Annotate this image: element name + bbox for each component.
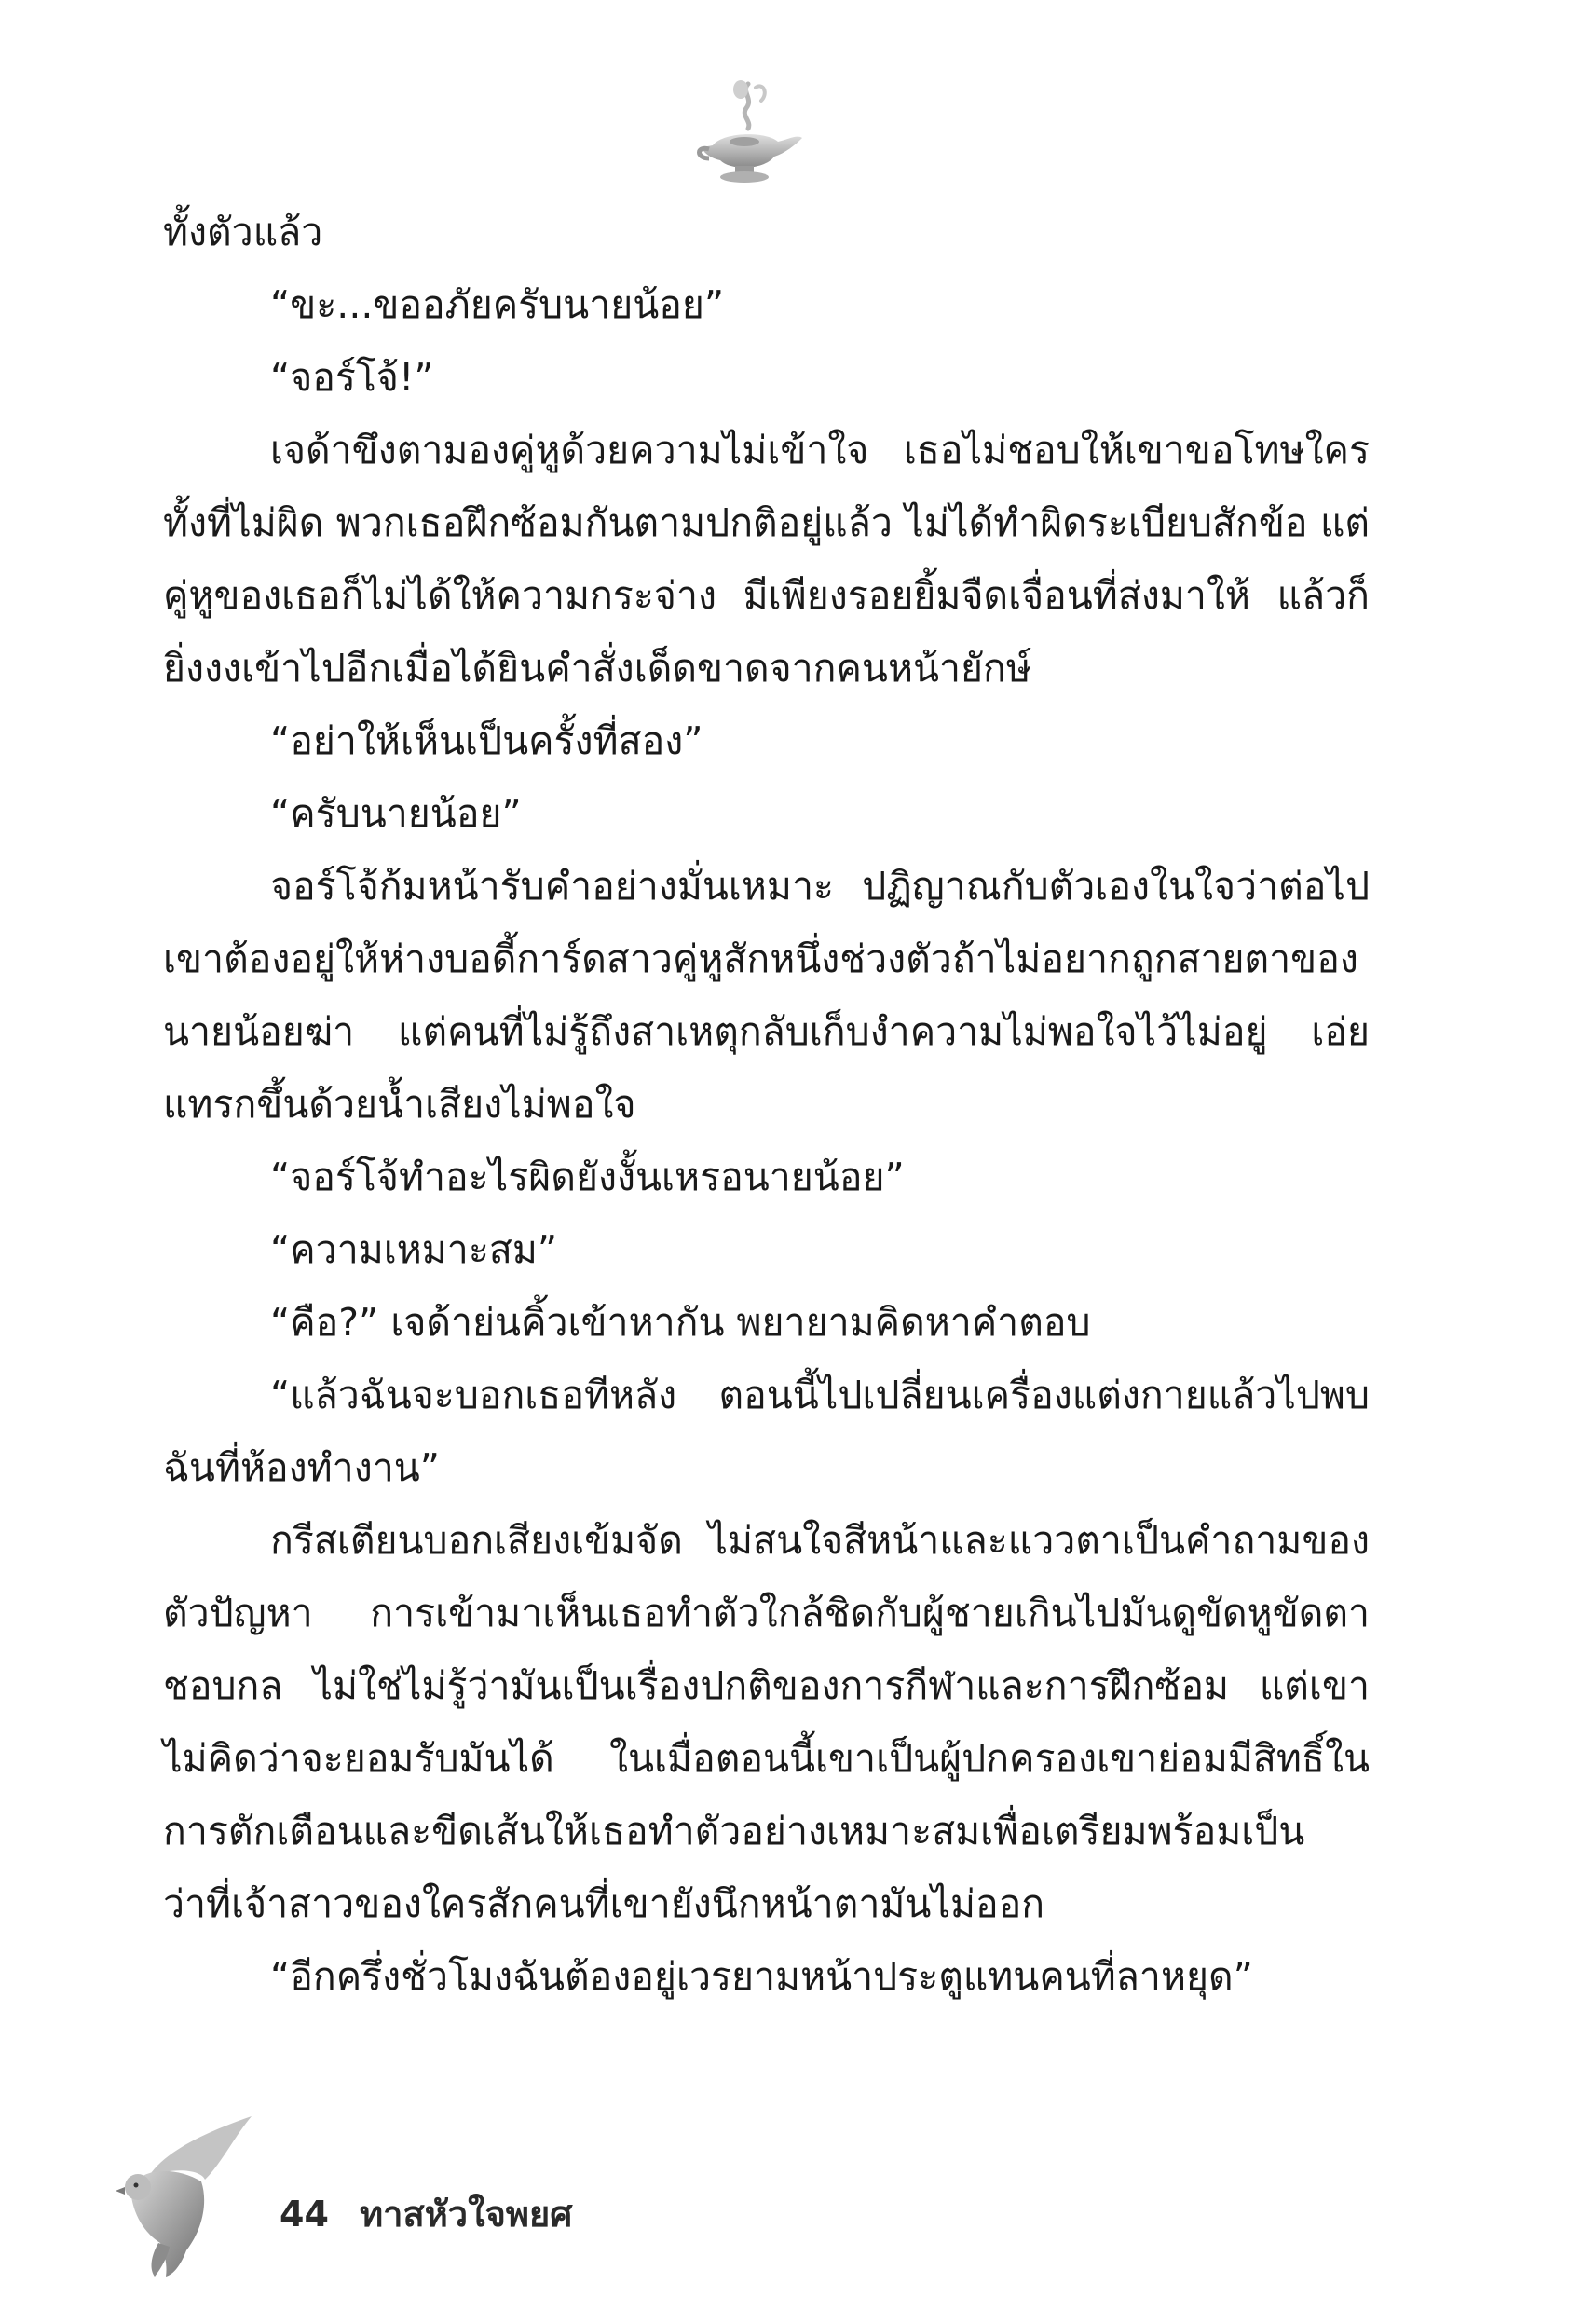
paragraph: เจด้าขึงตามองคู่หูด้วยความไม่เข้าใจ เธอไม่ชอบให้เขาขอโทษใครทั้งที่ไม่ผิด พวกเธอฝึกซ้อมกันตามปกติอยู่แล้ว ไม่ได้ทำผิดระเบียบสักข้อ แต่คู่หูของเธอก็ไม่ได้ให้ความกระจ่าง มีเพียงรอยยิ้มจืดเจื่อนที่ส่งมาให้ แล้วก็ยิ่งงงเข้าไปอีกเมื่อได้ยินคำสั่งเด็ดขาดจากคนหน้ายักษ์: [163, 428, 1370, 691]
page-footer: [280, 2185, 572, 2242]
paragraph: จอร์โจ้ก้มหน้ารับคำอย่างมั่นเหมาะ ปฏิญาณกับตัวเองในใจว่าต่อไปเขาต้องอยู่ให้ห่างบอดี้การ์ดสาวคู่หูสักหนึ่งช่วงตัวถ้าไม่อยากถูกสายตาของนายน้อยฆ่า แต่คนที่ไม่รู้ถึงสาเหตุกลับเก็บงำความไม่พอใจไว้ไม่อยู่ เอ่ยแทรกขึ้นด้วยน้ำเสียงไม่พอใจ: [163, 864, 1370, 1127]
paragraph: “จอร์โจ้ทำอะไรผิดยังงั้นเหรอนายน้อย”: [270, 1155, 905, 1199]
paragraph: “อย่าให้เห็นเป็นครั้งที่สอง”: [270, 718, 703, 763]
genie-lamp-icon: [694, 73, 806, 194]
paragraph: “ครับนายน้อย”: [270, 791, 522, 836]
paragraph: กรีสเตียนบอกเสียงเข้มจัด ไม่สนใจสีหน้าและแววตาเป็นคำถามของตัวปัญหา การเข้ามาเห็นเธอทำตัวใกล้ชิดกับผู้ชายเกินไปมันดูขัดหูขัดตาชอบกล ไม่ใช่ไม่รู้ว่ามันเป็นเรื่องปกติของการกีฬาและการฝึกซ้อม แต่เขาไม่คิดว่าจะยอมรับมันได้ ในเมื่อตอนนี้เขาเป็นผู้ปกครองเขาย่อมมีสิทธิ์ในการตักเตือนและขีดเส้นให้เธอทำตัวอย่างเหมาะสมเพื่อเตรียมพร้อมเป็นว่าที่เจ้าสาวของใครสักคนที่เขายังนึกหน้าตามันไม่ออก: [163, 1518, 1370, 1926]
paragraph: “ขะ...ขออภัยครับนายน้อย”: [270, 282, 725, 327]
page-number: 44: [280, 2194, 329, 2235]
paragraph: ทั้งตัวแล้ว: [163, 210, 323, 254]
paragraph: “อีกครึ่งชั่วโมงฉันต้องอยู่เวรยามหน้าประตูแทนคนที่ลาหยุด”: [270, 1954, 1253, 1999]
book-title: ทาสหัวใจพยศ: [360, 2194, 573, 2235]
paragraph: “คือ?” เจด้าย่นคิ้วเข้าหากัน พยายามคิดหาคำตอบ: [270, 1300, 1091, 1345]
dove-icon: [112, 2111, 261, 2278]
paragraph: “แล้วฉันจะบอกเธอทีหลัง ตอนนี้ไปเปลี่ยนเครื่องแต่งกายแล้วไปพบฉันที่ห้องทำงาน”: [163, 1373, 1370, 1490]
paragraph: “ความเหมาะสม”: [270, 1227, 558, 1272]
paragraph: “จอร์โจ้!”: [270, 355, 434, 400]
story-text: [163, 196, 1370, 2013]
